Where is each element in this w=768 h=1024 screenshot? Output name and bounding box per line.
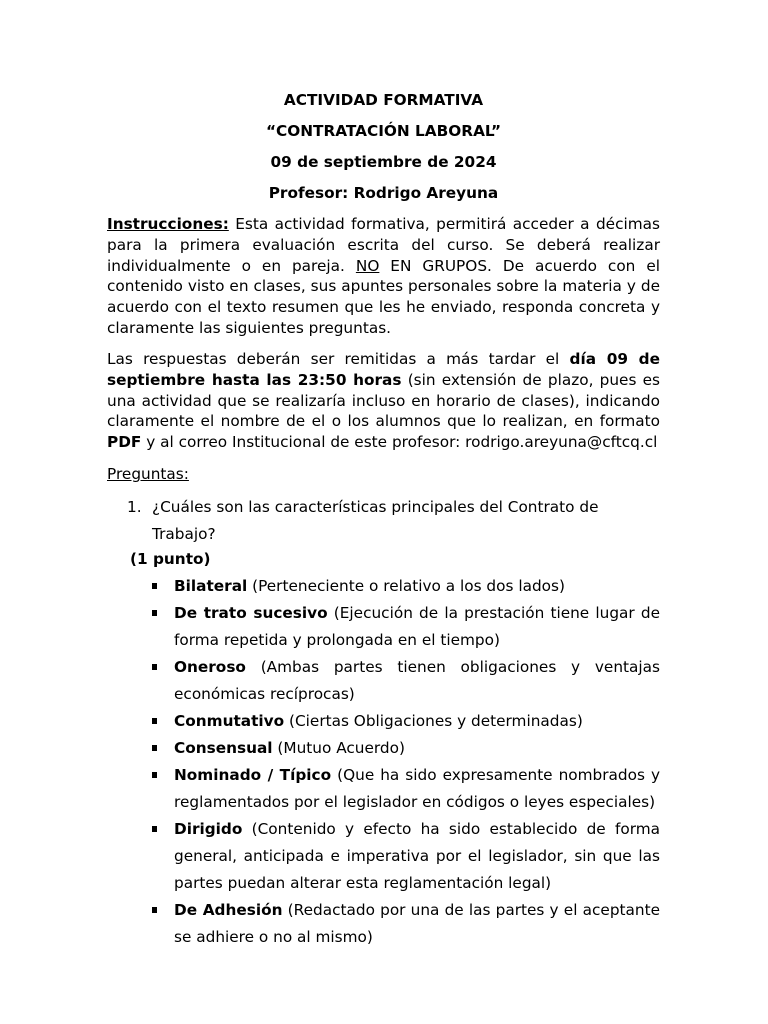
item-term: Bilateral bbox=[174, 577, 248, 595]
item-desc: (Que ha sido expresamente nombrados y reglamentados por el legislador en códigos o leyes especiales) bbox=[174, 766, 661, 811]
question-number: 1. bbox=[127, 498, 142, 516]
list-item bbox=[152, 762, 660, 816]
question-1-text: ¿Cuáles son las características principales del Contrato de Trabajo? bbox=[152, 498, 599, 543]
question-text bbox=[152, 494, 660, 548]
item-term: Conmutativo bbox=[174, 712, 285, 730]
item-term: De Adhesión bbox=[174, 901, 283, 919]
item-term: Nominado / Típico bbox=[174, 766, 332, 784]
list-item bbox=[152, 816, 660, 897]
document-professor: Profesor: Rodrigo Areyuna bbox=[268, 184, 499, 202]
item-desc: (Mutuo Acuerdo) bbox=[272, 739, 405, 757]
submission-text-a: Las respuestas deberán ser remitidas a más tardar el bbox=[107, 350, 570, 368]
characteristics-list bbox=[130, 546, 661, 951]
list-item bbox=[152, 600, 660, 654]
bullet-icon bbox=[152, 610, 157, 616]
item-desc: (Ciertas Obligaciones y determinadas) bbox=[284, 712, 583, 730]
list-item bbox=[152, 654, 660, 708]
document-title: ACTIVIDAD FORMATIVA bbox=[283, 91, 484, 109]
item-desc: (Ejecución de la prestación tiene lugar de forma repetida y prolongada en el tiempo) bbox=[174, 604, 660, 649]
submission-text-b: (sin extensión de plazo, pues es una actividad que se realizaría incluso en horario de clases), indicando claramente el nombre de el o los alumnos que lo realizan, en formato bbox=[107, 370, 660, 431]
item-desc: (Contenido y efecto ha sido establecido de forma general, anticipada e imperativa por el legislador, sin que las partes puedan alterar esta reglamentación legal) bbox=[174, 820, 660, 892]
question-1 bbox=[127, 494, 660, 548]
submission-format: PDF bbox=[107, 433, 142, 452]
document-subtitle: “CONTRATACIÓN LABORAL” bbox=[265, 122, 502, 140]
item-term: De trato sucesivo bbox=[174, 604, 328, 622]
question-points: (1 punto) bbox=[130, 550, 211, 568]
bullet-icon bbox=[152, 664, 157, 670]
item-desc: (Ambas partes tienen obligaciones y ventajas económicas recíprocas) bbox=[174, 658, 660, 703]
item-term: Dirigido bbox=[174, 820, 243, 838]
list-item bbox=[152, 708, 660, 735]
bullet-icon bbox=[152, 826, 157, 832]
instructions-text-b: EN GRUPOS. De acuerdo con el contenido visto en clases, sus apuntes personales sobre la materia y de acuerdo con el texto resumen que les he enviado, responda concreta y claramente las siguientes preguntas. bbox=[107, 256, 660, 337]
submission-text-c: y al correo Institucional de este profesor: rodrigo.areyuna@cftcq.cl bbox=[141, 433, 658, 452]
item-term: Oneroso bbox=[174, 658, 246, 676]
instructions-no: NO bbox=[355, 256, 380, 275]
list-item bbox=[152, 735, 660, 762]
item-desc: (Redactado por una de las partes y el aceptante se adhiere o no al mismo) bbox=[174, 901, 660, 946]
list-item bbox=[152, 897, 660, 951]
document-date: 09 de septiembre de 2024 bbox=[270, 153, 497, 171]
list-item bbox=[152, 573, 660, 600]
bullet-icon bbox=[152, 772, 157, 778]
bullet-icon bbox=[152, 907, 157, 913]
submission-paragraph bbox=[107, 349, 660, 453]
instructions-paragraph bbox=[107, 214, 660, 339]
instructions-label: Instrucciones: bbox=[107, 215, 229, 233]
bullet-icon bbox=[152, 718, 157, 724]
instructions-text-a: Esta actividad formativa, permitirá acceder a décimas para la primera evaluación escrita del curso. Se deberá realizar individualmente o en pareja. bbox=[107, 215, 660, 275]
bullet-icon bbox=[152, 583, 157, 589]
item-desc: (Perteneciente o relativo a los dos lados) bbox=[247, 577, 565, 595]
bullet-icon bbox=[152, 745, 157, 751]
item-term: Consensual bbox=[174, 739, 273, 757]
submission-deadline: día 09 de septiembre hasta las 23:50 horas bbox=[107, 350, 661, 389]
questions-heading: Preguntas: bbox=[107, 465, 189, 483]
